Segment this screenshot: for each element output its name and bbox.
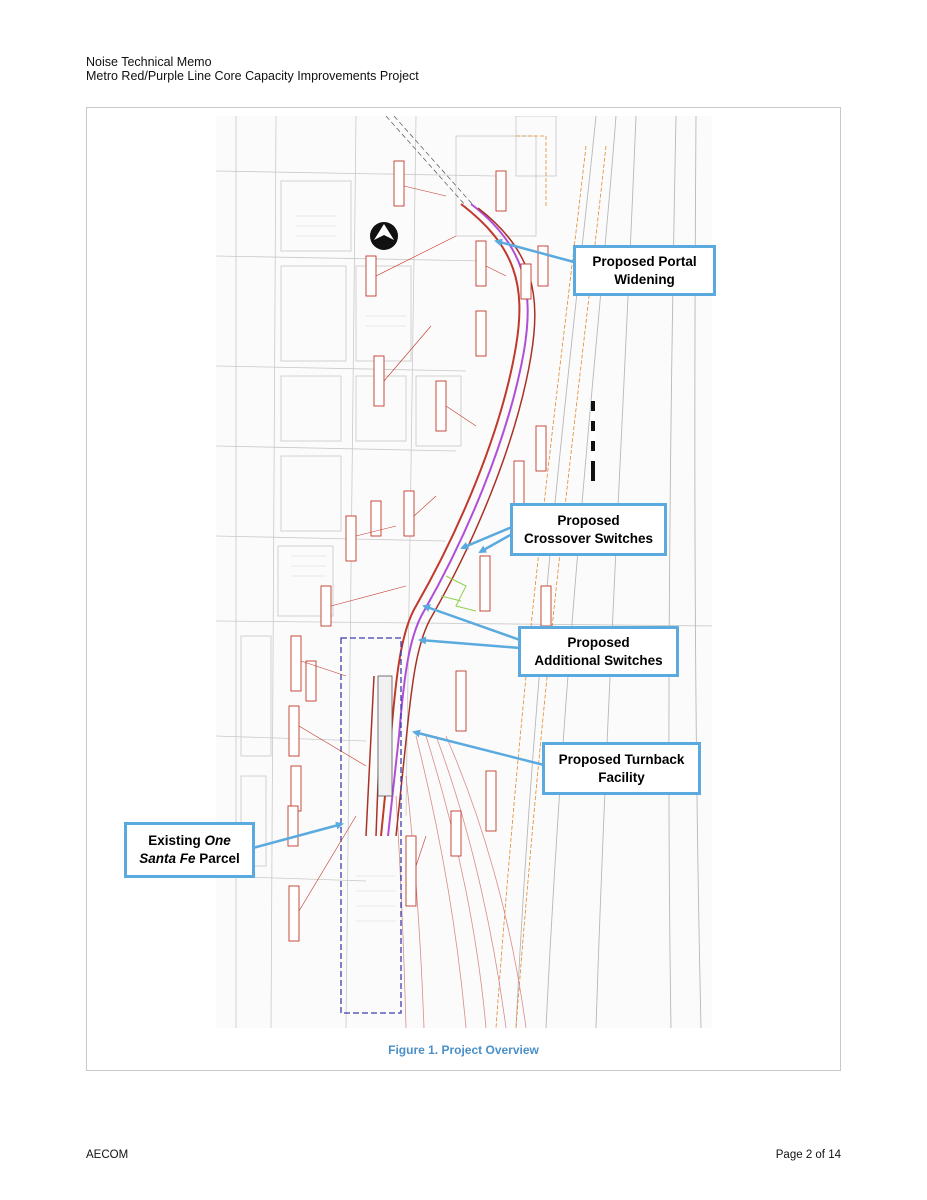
callout-text-italic: Santa Fe xyxy=(139,851,196,866)
label-leaders xyxy=(299,186,506,911)
callout-line: Proposed Turnback xyxy=(558,751,685,767)
callout-proposed-turnback-facility xyxy=(542,742,701,795)
callout-line: Proposed Portal xyxy=(592,253,697,269)
callout-line xyxy=(127,850,252,868)
callout-line: Crossover Switches xyxy=(523,530,654,546)
header-document-title: Noise Technical Memo xyxy=(86,55,212,69)
callout-proposed-crossover-switches xyxy=(510,503,667,556)
callout-line: Facility xyxy=(598,769,645,785)
callout-proposed-additional-switches xyxy=(518,626,679,677)
header-project-title: Metro Red/Purple Line Core Capacity Improvements Project xyxy=(86,69,419,83)
callout-line: Additional Switches xyxy=(534,652,663,668)
switch-markings xyxy=(441,576,476,611)
callout-line: Widening xyxy=(614,271,675,287)
callout-text-italic: One xyxy=(204,833,231,848)
footer-company: AECOM xyxy=(86,1149,129,1161)
callout-line xyxy=(127,832,252,850)
callout-existing-one-santa-fe-parcel xyxy=(124,822,255,878)
callout-text: Parcel xyxy=(195,851,240,866)
callout-proposed-portal-widening xyxy=(573,245,716,296)
callout-text: Existing xyxy=(148,833,205,848)
footer-page-number: Page 2 of 14 xyxy=(775,1149,841,1161)
north-arrow-icon xyxy=(370,222,398,250)
scale-bar-icon xyxy=(591,401,595,481)
callout-line: Proposed xyxy=(557,512,620,528)
callout-line: Proposed xyxy=(567,634,630,650)
figure-caption: Figure 1. Project Overview xyxy=(388,1043,539,1057)
